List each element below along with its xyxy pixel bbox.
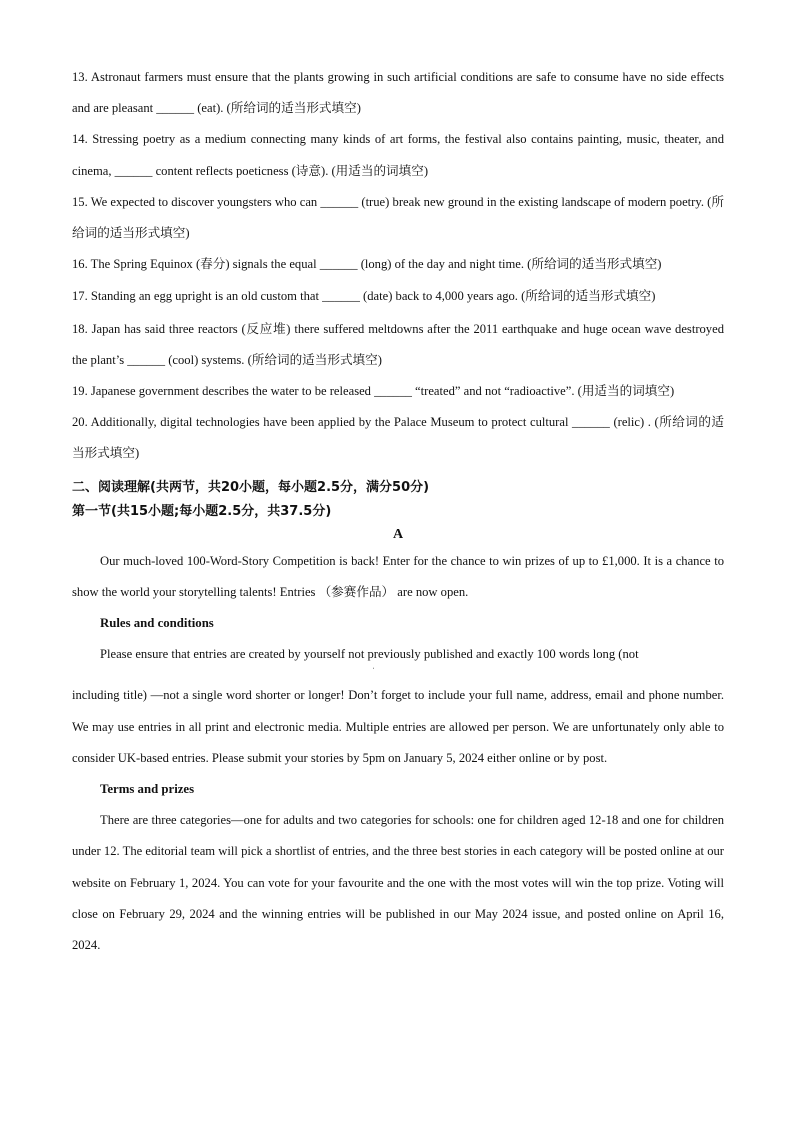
question-17: 17. Standing an egg upright is an old custom that ______ (date) back to 4,000 years ago. (所给词的适当形式填空) <box>72 289 656 304</box>
stray-mark: ˌ <box>372 660 375 670</box>
question-19: 19. Japanese government describes the water to be released ______ “treated” and not “radioactive”. (用适当的词填空) <box>72 384 675 399</box>
rules-first-line <box>72 639 724 670</box>
question-13: 13. Astronaut farmers must ensure that the plants growing in such artificial conditions are safe to consume have no side effects and are pleasant ______ (eat). (所给词的适当形式填空) <box>72 70 724 116</box>
document-page <box>72 62 724 961</box>
section-title: 二、阅读理解(共两节，共20小题，每小题2.5分，满分50分) <box>72 479 430 495</box>
rules-body: including title) —not a single word shorter or longer! Don’t forget to include your full name, address, email and phone number. We may use entries in all print and electronic media. Multiple entries are allowed per person. We are unfortunately only able to consider UK-based entries. Please submit your stories by 5pm on January 5, 2024 either online or by post. <box>72 688 724 765</box>
terms-heading: Terms and prizes <box>100 782 195 797</box>
part-title: 第一节(共15小题;每小题2.5分，共37.5分) <box>72 503 332 519</box>
question-14: 14. Stressing poetry as a medium connecting many kinds of art forms, the festival also contains painting, music, theater, and cinema, ______ content reflects poeticness (诗意). (用适当的词填空) <box>72 132 724 178</box>
question-15: 15. We expected to discover youngsters who can ______ (true) break new ground in the existing landscape of modern poetry. (所给词的适当形式填空) <box>72 194 724 241</box>
question-18: 18. Japan has said three reactors (反应堆) there suffered meltdowns after the 2011 earthquake and huge ocean wave destroyed the plant’s ______ (cool) systems. (所给词的适当形式填空) <box>72 321 724 367</box>
question-20: 20. Additionally, digital technologies have been applied by the Palace Museum to protect cultural ______ (relic) . (所给词的适当形式填空) <box>72 415 724 461</box>
rules-heading: Rules and conditions <box>100 616 214 631</box>
rules-first-line-text: Please ensure that entries are created by yourself not previously published and exactly 100 words long (not <box>100 647 639 662</box>
passage-label: A <box>392 526 404 542</box>
passage-intro: Our much-loved 100-Word-Story Competition is back! Enter for the chance to win prizes of up to £1,000. It is a chance to show the world your storytelling talents! Entries （参赛作品） are now open. <box>72 553 724 599</box>
question-16: 16. The Spring Equinox (春分) signals the equal ______ (long) of the day and night time. (所给词的适当形式填空) <box>72 257 662 272</box>
terms-body: There are three categories—one for adults and two categories for schools: one for children aged 12-18 and one for children under 12. The editorial team will pick a shortlist of entries, and the three best stories in each category will be posted online at our website on February 1, 2024. You can vote for your favourite and the one with the most votes will win the top prize. Voting will close on February 29, 2024 and the winning entries will be published in our May 2024 issue, and posted online on April 16, 2024. <box>72 813 724 953</box>
